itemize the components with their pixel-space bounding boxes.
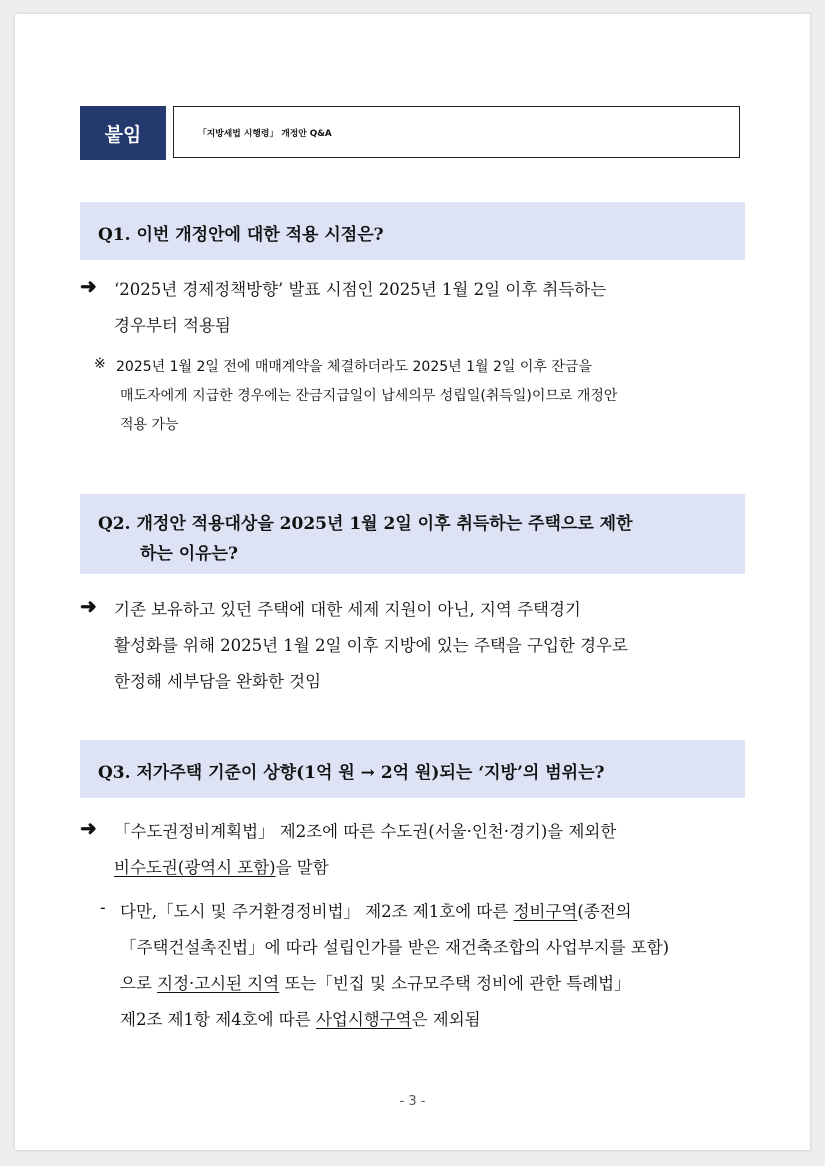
- sub-line-3: 으로 지정·고시된 지역 또는「빈집 및 소규모주택 정비에 관한 특례법」: [120, 974, 631, 993]
- note-1-line-3: 적용 가능: [120, 417, 179, 433]
- document-title: 「지방세법 시행령」 개정안 Q&A: [173, 106, 740, 158]
- answer-2-line-3: 한정해 세부담을 완화한 것임: [114, 672, 322, 691]
- question-2-box: [80, 494, 745, 574]
- sub-line-1: 다만,「도시 및 주거환경정비법」 제2조 제1호에 따른 정비구역(종전의: [120, 902, 632, 921]
- redevelopment-zone-term: 정비구역: [513, 902, 578, 921]
- note-1-line-2: 매도자에게 지급한 경우에는 잔금지급일이 납세의무 성립일(취득일)이므로 개정안: [120, 388, 618, 404]
- answer-3-line-2: 비수도권(광역시 포함)을 말함: [114, 858, 329, 877]
- question-3-text: Q3. 저가주택 기준이 상향(1억 원 → 2억 원)되는 ‘지방’의 범위는?: [98, 763, 605, 783]
- answer-1-line-1: ‘2025년 경제정책방향’ 발표 시점인 2025년 1월 2일 이후 취득하는: [114, 280, 607, 299]
- answer-3-line-1: 「수도권정비계획법」 제2조에 따른 수도권(서울·인천·경기)을 제외한: [114, 822, 617, 841]
- answer-2-line-1: 기존 보유하고 있던 주택에 대한 세제 지원이 아닌, 지역 주택경기: [114, 600, 581, 619]
- note-1-line-1: 2025년 1월 2일 전에 매매계약을 체결하더라도 2025년 1월 2일 이후 잔금을: [116, 359, 592, 375]
- answer-1-line-2: 경우부터 적용됨: [114, 316, 231, 335]
- dash-mark: -: [100, 898, 106, 917]
- question-3-box: [80, 740, 745, 798]
- question-1-box: [80, 202, 745, 260]
- question-2-text-line-1: Q2. 개정안 적용대상을 2025년 1월 2일 이후 취득하는 주택으로 제한: [98, 514, 633, 534]
- answer-2-line-2: 활성화를 위해 2025년 1월 2일 이후 지방에 있는 주택을 구입한 경우로: [114, 636, 628, 655]
- arrow-icon: ➜: [80, 594, 97, 618]
- project-area-term: 사업시행구역: [315, 1010, 412, 1029]
- designated-area-term: 지정·고시된 지역: [157, 974, 280, 993]
- arrow-icon: ➜: [80, 274, 97, 298]
- sub-line-2: 「주택건설촉진법」에 따라 설립인가를 받은 재건축조합의 사업부지를 포함): [120, 938, 670, 957]
- question-2-text-line-2: 하는 이유는?: [140, 544, 238, 564]
- page-number: - 3 -: [399, 1094, 426, 1109]
- question-1-text: Q1. 이번 개정안에 대한 적용 시점은?: [98, 225, 384, 245]
- non-capital-region-term: 비수도권(광역시 포함): [114, 858, 276, 877]
- arrow-icon: ➜: [80, 816, 97, 840]
- note-mark: ※: [94, 356, 106, 372]
- sub-line-4: 제2조 제1항 제4호에 따른 사업시행구역은 제외됨: [120, 1010, 481, 1029]
- attachment-badge: 붙임: [80, 106, 166, 160]
